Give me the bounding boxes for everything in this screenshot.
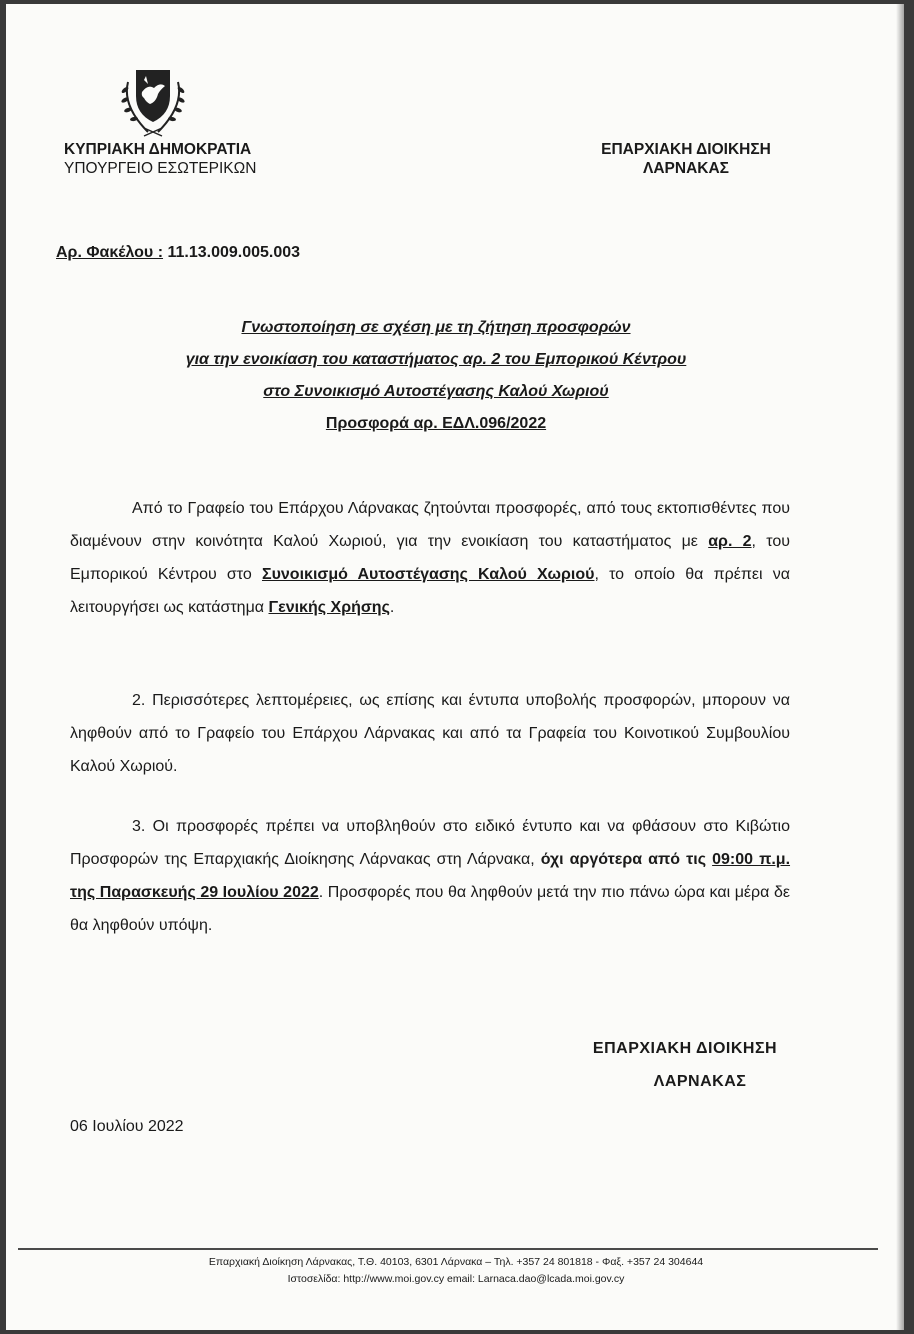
footer-contact: Ιστοσελίδα: http://www.moi.gov.cy email: Larnaca.dao@lcada.moi.gov.cy [287, 1273, 625, 1285]
para3-text-1: 3. Οι προσφορές πρέπει να υποβληθούν στο ειδικό έντυπο και να φθάσουν στο Κιβώτιο Προσφορών της Επαρχιακής Διοίκησης Λάρνακας στη Λάρνακα, [70, 818, 790, 868]
notice-title [106, 312, 766, 440]
para3-deadline-intro: όχι αργότερα από τις [540, 851, 713, 868]
page-edge-shadow [896, 4, 904, 1330]
para1-shop-type: Γενικής Χρήσης [268, 599, 390, 616]
para1-shop-number: αρ. 2 [708, 533, 752, 550]
signature-block [566, 1032, 804, 1098]
signature-line-1: ΕΠΑΡΧΙΑΚΗ ΔΙΟΙΚΗΣΗ [592, 1040, 778, 1057]
document-page [6, 4, 904, 1330]
district-admin-name: ΕΠΑΡΧΙΑΚΗ ΔΙΟΙΚΗΣΗ [601, 141, 771, 158]
title-line-3: στο Συνοικισμό Αυτοστέγασης Καλού Χωριού [263, 383, 609, 400]
para1-text-2: , του Εμπορικού Κέντρου στο [70, 533, 790, 583]
republic-name: ΚΥΠΡΙΑΚΗ ΔΗΜΟΚΡΑΤΙΑ [64, 141, 252, 158]
para1-text-4: . [389, 599, 395, 616]
footer-divider [18, 1248, 878, 1250]
para1-settlement: Συνοικισμό Αυτοστέγασης Καλού Χωριού [261, 566, 595, 583]
file-reference-label: Αρ. Φακέλου : [56, 244, 164, 261]
paragraph-1 [70, 492, 790, 624]
file-reference-value: 11.13.009.005.003 [167, 244, 301, 261]
district-city: ΛΑΡΝΑΚΑΣ [643, 160, 729, 177]
paragraph-3 [70, 810, 790, 942]
signature-line-2: ΛΑΡΝΑΚΑΣ [653, 1073, 747, 1090]
footer-address: Επαρχιακή Διοίκηση Λάρνακας, Τ.Θ. 40103, 6301 Λάρνακα – Τηλ. +357 24 801818 - Φαξ. +357 24 304644 [208, 1256, 704, 1268]
title-line-4: Προσφορά αρ. ΕΔΛ.096/2022 [325, 415, 547, 432]
para3-deadline: 09:00 π.μ. της Παρασκευής 29 Ιουλίου 2022 [70, 851, 791, 901]
para1-text-1: Από το Γραφείο του Επάρχου Λάρνακας ζητούνται προσφορές, από τους εκτοπισθέντες που διαμένουν στην κοινότητα Καλού Χωριού, για την ενοικίαση του καταστήματος με [70, 500, 790, 550]
document-date: 06 Ιουλίου 2022 [70, 1118, 184, 1135]
para1-text-3: , το οποίο θα πρέπει να λειτουργήσει ως κατάστημα [70, 566, 790, 616]
ministry-name: ΥΠΟΥΡΓΕΙΟ ΕΣΩΤΕΡΙΚΩΝ [64, 160, 257, 177]
title-line-1: Γνωστοποίηση σε σχέση με τη ζήτηση προσφορών [241, 319, 631, 336]
paragraph-2: 2. Περισσότερες λεπτομέρειες, ως επίσης και έντυπα υποβολής προσφορών, μπορουν να ληφθούν από το Γραφείο του Επάρχου Λάρνακας και από τα Γραφεία του Κοινοτικού Συμβουλίου Καλού Χωριού. [70, 692, 790, 775]
district-header [586, 140, 786, 178]
footer [46, 1254, 866, 1288]
ministry-header [64, 140, 256, 178]
cyprus-emblem-dove-icon [108, 62, 198, 142]
title-line-2: για την ενοικίαση του καταστήματος αρ. 2 του Εμπορικού Κέντρου [185, 351, 687, 368]
file-reference [56, 244, 300, 262]
para3-text-2: . Προσφορές που θα ληφθούν μετά την πιο πάνω ώρα και μέρα δε θα ληφθούν υπόψη. [70, 884, 790, 934]
